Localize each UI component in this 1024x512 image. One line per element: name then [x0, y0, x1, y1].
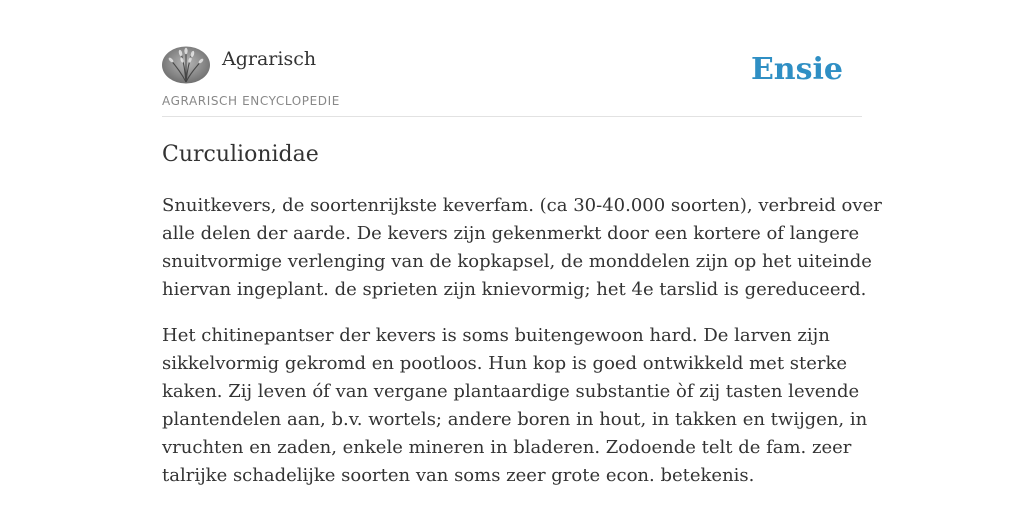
article-paragraph-1 — [162, 192, 882, 304]
brand-logo-link[interactable]: Ensie — [750, 52, 843, 87]
paragraph-line: talrijke schadelijke soorten van soms zeer grote econ. betekenis. — [162, 465, 755, 486]
site-name-link[interactable]: Agrarisch — [222, 48, 317, 70]
paragraph-line: hiervan ingeplant. de sprieten zijn knievormig; het 4e tarslid is gereduceerd. — [162, 279, 867, 300]
paragraph-line: snuitvormige verlenging van de kopkapsel, de monddelen zijn op het uiteinde — [162, 251, 872, 272]
site-header — [162, 44, 862, 117]
paragraph-line: kaken. Zij leven óf van vergane plantaardige substantie òf zij tasten levende — [162, 381, 860, 402]
paragraph-line: alle delen der aarde. De kevers zijn gekenmerkt door een kortere of langere — [162, 223, 860, 244]
paragraph-line: sikkelvormig gekromd en pootloos. Hun kop is goed ontwikkeld met sterke — [162, 353, 848, 374]
wheat-ears-logo-icon[interactable] — [162, 46, 210, 84]
site-subtitle: AGRARISCH ENCYCLOPEDIE — [162, 94, 340, 108]
paragraph-line: plantendelen aan, b.v. wortels; andere boren in hout, in takken en twijgen, in — [162, 409, 868, 430]
article-body — [162, 192, 882, 490]
paragraph-line: Snuitkevers, de soortenrijkste keverfam. (ca 30-40.000 soorten), verbreid over — [162, 195, 882, 216]
paragraph-line: Het chitinepantser der kevers is soms buitengewoon hard. De larven zijn — [162, 325, 830, 346]
article-paragraph-2 — [162, 322, 868, 490]
paragraph-line: vruchten en zaden, enkele mineren in bladeren. Zodoende telt de fam. zeer — [162, 437, 852, 458]
article-title: Curculionidae — [162, 142, 319, 167]
